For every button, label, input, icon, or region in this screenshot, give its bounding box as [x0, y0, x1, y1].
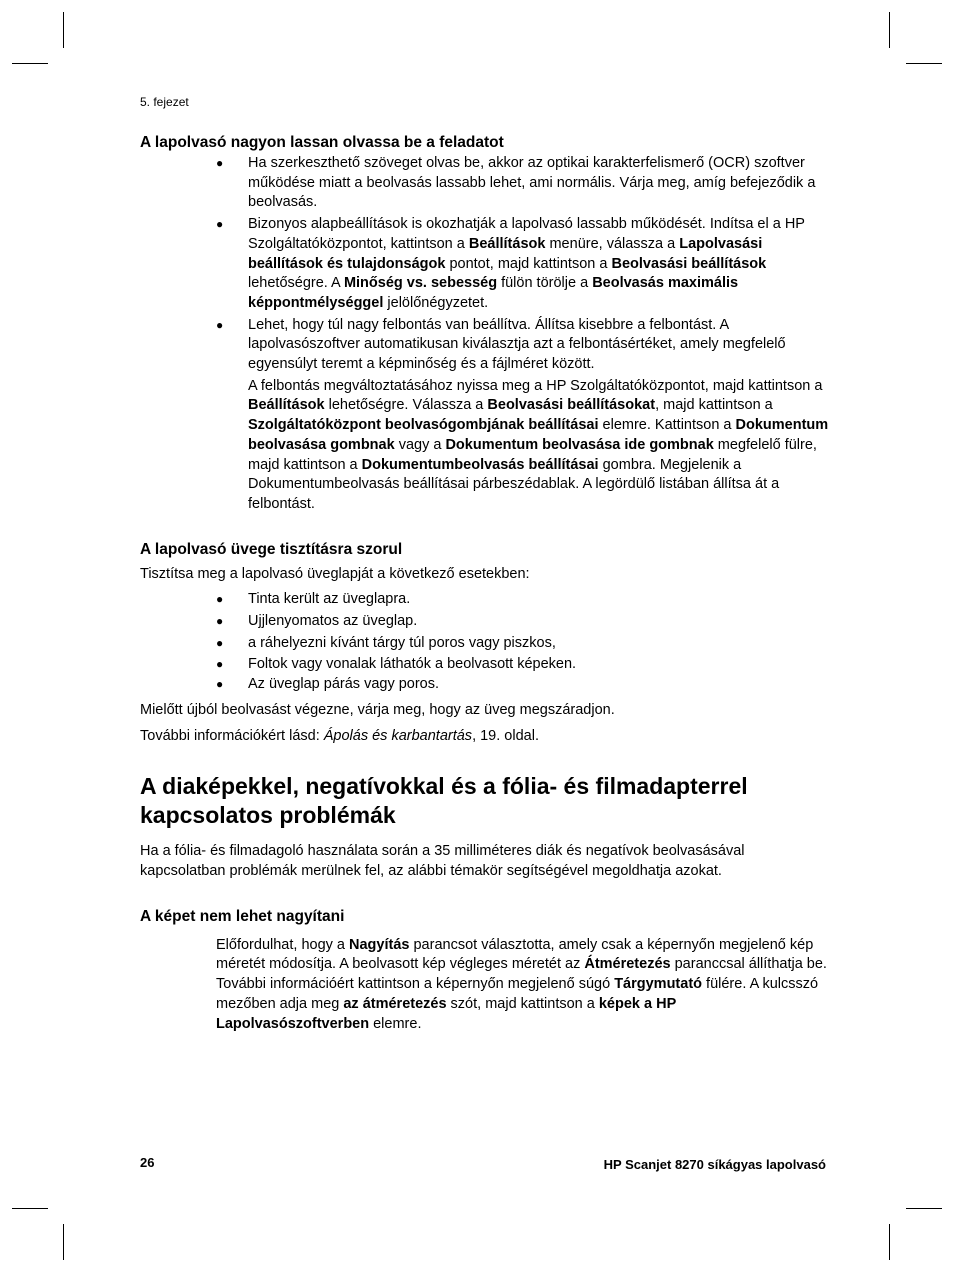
list-item: ● Ha szerkeszthető szöveget olvas be, akkor az optikai karakterfelismerő (OCR) szoftver működése miatt a beolvasás lassabb lehet, ami normális. Várja meg, amíg befejeződik a beolvasás.: [216, 154, 830, 213]
paragraph: Előfordulhat, hogy a Nagyítás parancsot választotta, amely csak a képernyőn megjelenő kép méretét módosítja. A beolvasott kép végleges méretét az Átméretezés paranccsal állíthatja be. További információért kattintson a képernyőn megjelenő súgó Tárgymutató fülére. A kulcsszó mezőben adja meg az átméretezés szót, majd kattintson a képek a HP Lapolvasószoftverben elemre.: [216, 936, 827, 1032]
crop-mark: [12, 63, 48, 64]
list-item: ● Lehet, hogy túl nagy felbontás van beállítva. Állítsa kisebbre a felbontást. A lapolvasószoftver automatikusan kiválasztja azt a felbontásértéket, amely megfelelő egyensúlyt teremt a képminőség és a fájlméret között. A felbontás megváltoztatásához nyissa meg a HP Szolgáltatóközpontot, majd kattintson a Beállítások lehetőségre. Válassza a Beolvasási beállításokat, majd kattintson a Szolgáltatóközpont beolvasógombjának beállításai elemre. Kattintson a Dokumentum beolvasása gombnak vagy a Dokumentum beolvasása ide gombnak megfelelő fülre, majd kattintson a Dokumentumbeolvasás beállításai gombra. Megjelenik a Dokumentumbeolvasás beállításai párbeszédablak. A legördülő listában állítsa át a felbontást.: [216, 316, 830, 515]
cross-reference: További információkért lásd: Ápolás és karbantartás, 19. oldal.: [140, 727, 539, 744]
bullet-list: [140, 154, 830, 515]
crop-mark: [889, 12, 890, 48]
crop-mark: [63, 1224, 64, 1260]
bullet-list: [140, 590, 830, 695]
list-item: ● Foltok vagy vonalak láthatók a beolvasott képeken.: [216, 655, 830, 675]
section-heading: A lapolvasó üvege tisztításra szorul: [140, 540, 403, 558]
list-item: ● a ráhelyezni kívánt tárgy túl poros vagy piszkos,: [216, 634, 830, 654]
page-content: [140, 134, 830, 1034]
section-heading: A képet nem lehet nagyítani: [140, 907, 345, 925]
list-item: ● Tinta került az üveglapra.: [216, 590, 830, 610]
footer-product-title: HP Scanjet 8270 síkágyas lapolvasó: [603, 1157, 826, 1172]
crop-mark: [906, 63, 942, 64]
list-item: ● Ujjlenyomatos az üveglap.: [216, 612, 830, 632]
list-item: ● Az üveglap párás vagy poros.: [216, 675, 830, 695]
list-item: ● Bizonyos alapbeállítások is okozhatják a lapolvasó lassabb működését. Indítsa el a HP Szolgáltatóközpontot, kattintson a Beállítások menüre, válassza a Lapolvasási beállítások és tulajdonságok pontot, majd kattintson a Beolvasási beállítások lehetőségre. A Minőség vs. sebesség fülön törölje a Beolvasás maximális képpontmélységgel jelölőnégyzetet.: [216, 215, 830, 314]
crop-mark: [906, 1208, 942, 1209]
crop-mark: [889, 1224, 890, 1260]
paragraph: Mielőtt újból beolvasást végezne, várja meg, hogy az üveg megszáradjon.: [140, 701, 615, 718]
crop-mark: [12, 1208, 48, 1209]
crop-mark: [63, 12, 64, 48]
page-number: 26: [140, 1155, 155, 1170]
section-heading: A lapolvasó nagyon lassan olvassa be a feladatot: [140, 134, 504, 151]
paragraph: Tisztítsa meg a lapolvasó üveglapját a következő esetekben:: [140, 565, 530, 582]
chapter-label: 5. fejezet: [140, 95, 189, 109]
paragraph: Ha a fólia- és filmadagoló használata során a 35 milliméteres diák és negatívok beolvasásával kapcsolatban problémák merülnek fel, az alábbi témakör segítségével megoldhatja azokat.: [140, 843, 745, 879]
chapter-section-title: A diaképekkel, negatívokkal és a fólia- és filmadapterrel kapcsolatos problémák: [140, 773, 748, 829]
